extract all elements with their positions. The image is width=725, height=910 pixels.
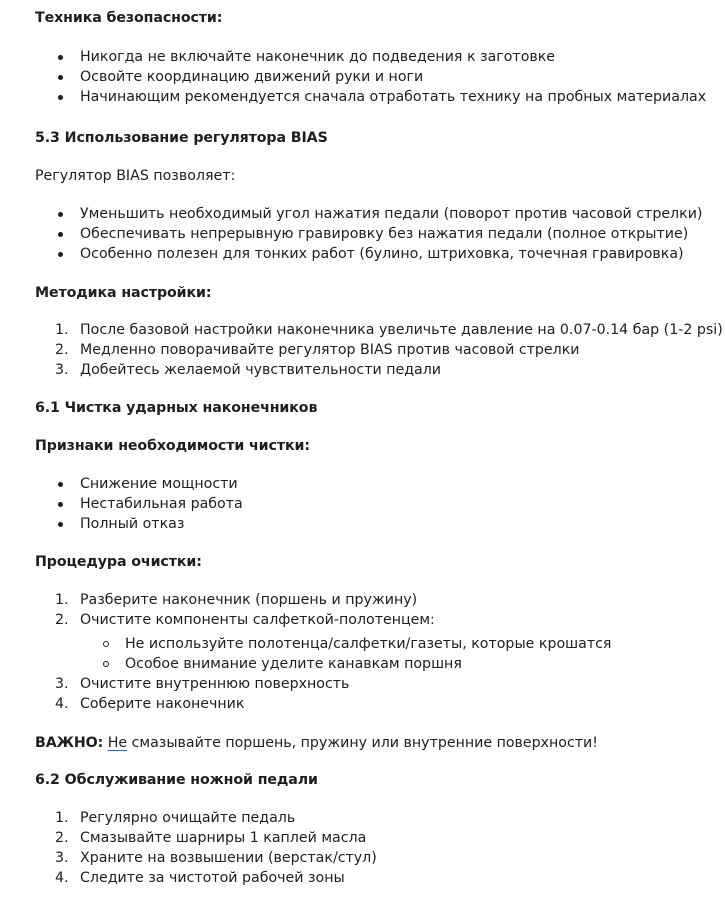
list-number: 2. bbox=[55, 612, 69, 628]
cleaning-steps-a bbox=[35, 590, 435, 630]
list-item: 3. Добейтесь желаемой чувствительности педали bbox=[55, 362, 441, 378]
list-item: 1. После базовой настройки наконечника увеличьте давление на 0.07-0.14 бар (1-2 psi) bbox=[55, 322, 723, 338]
list-item: 1. Регулярно очищайте педаль bbox=[55, 810, 296, 826]
list-item: 2. Очистите компоненты салфеткой-полотенцем: bbox=[55, 612, 435, 628]
cleaning-steps-b bbox=[35, 674, 349, 714]
list-number: 4. bbox=[55, 870, 69, 886]
list-item: Нестабильная работа bbox=[35, 494, 243, 514]
list-item: 1. Разберите наконечник (поршень и пружину) bbox=[55, 592, 418, 608]
bias-steps bbox=[35, 320, 723, 380]
list-number: 3. bbox=[55, 676, 69, 692]
pedal-heading: 6.2 Обслуживание ножной педали bbox=[35, 772, 318, 788]
bullet-icon bbox=[58, 75, 63, 80]
list-number: 2. bbox=[55, 830, 69, 846]
cleaning-signs-heading: Признаки необходимости чистки: bbox=[35, 438, 310, 454]
list-number: 3. bbox=[55, 362, 69, 378]
circle-bullet-icon bbox=[103, 661, 109, 667]
cleaning-heading: 6.1 Чистка ударных наконечников bbox=[35, 400, 318, 416]
list-item: Полный отказ bbox=[35, 514, 243, 534]
list-item: 3. Очистите внутреннюю поверхность bbox=[55, 676, 350, 692]
list-number: 3. bbox=[55, 850, 69, 866]
bullet-icon bbox=[58, 522, 63, 527]
cleaning-signs-list bbox=[35, 474, 243, 534]
safety-heading: Техника безопасности: bbox=[35, 10, 223, 26]
list-number: 1. bbox=[55, 592, 69, 608]
list-item: Уменьшить необходимый угол нажатия педали (поворот против часовой стрелки) bbox=[35, 204, 702, 224]
list-item: Особенно полезен для тонких работ (булино, штриховка, точечная гравировка) bbox=[35, 244, 702, 264]
list-item: Снижение мощности bbox=[35, 474, 243, 494]
cleaning-procedure-heading: Процедура очистки: bbox=[35, 554, 202, 570]
list-number: 1. bbox=[55, 322, 69, 338]
safety-list bbox=[35, 47, 706, 107]
bullet-icon bbox=[58, 252, 63, 257]
cleaning-substeps bbox=[80, 634, 611, 674]
important-emphasis: Не bbox=[107, 735, 128, 751]
list-item: Не используйте полотенца/салфетки/газеты, которые крошатся bbox=[80, 634, 611, 654]
important-label: ВАЖНО: bbox=[35, 735, 104, 751]
list-item: 4. Соберите наконечник bbox=[55, 696, 245, 712]
important-text: смазывайте поршень, пружину или внутренние поверхности! bbox=[131, 735, 598, 751]
list-item: Начинающим рекомендуется сначала отработать технику на пробных материалах bbox=[35, 87, 706, 107]
list-item: 4. Следите за чистотой рабочей зоны bbox=[55, 870, 345, 886]
bias-list bbox=[35, 204, 702, 264]
bullet-icon bbox=[58, 502, 63, 507]
circle-bullet-icon bbox=[103, 641, 109, 647]
list-number: 1. bbox=[55, 810, 69, 826]
bias-intro: Регулятор BIAS позволяет: bbox=[35, 168, 236, 184]
list-item: 2. Медленно поворачивайте регулятор BIAS против часовой стрелки bbox=[55, 342, 580, 358]
list-item: 3. Храните на возвышении (верстак/стул) bbox=[55, 850, 377, 866]
bullet-icon bbox=[58, 482, 63, 487]
bullet-icon bbox=[58, 232, 63, 237]
bullet-icon bbox=[58, 95, 63, 100]
list-number: 4. bbox=[55, 696, 69, 712]
bullet-icon bbox=[58, 212, 63, 217]
pedal-steps bbox=[35, 808, 377, 888]
list-item: Обеспечивать непрерывную гравировку без нажатия педали (полное открытие) bbox=[35, 224, 702, 244]
bias-heading: 5.3 Использование регулятора BIAS bbox=[35, 130, 328, 146]
list-item: Особое внимание уделите канавкам поршня bbox=[80, 654, 611, 674]
list-item: Никогда не включайте наконечник до подведения к заготовке bbox=[35, 47, 706, 67]
list-item: 2. Смазывайте шарниры 1 каплей масла bbox=[55, 830, 367, 846]
list-number: 2. bbox=[55, 342, 69, 358]
important-note bbox=[35, 733, 598, 753]
bullet-icon bbox=[58, 55, 63, 60]
list-item: Освойте координацию движений руки и ноги bbox=[35, 67, 706, 87]
bias-method-heading: Методика настройки: bbox=[35, 285, 212, 301]
